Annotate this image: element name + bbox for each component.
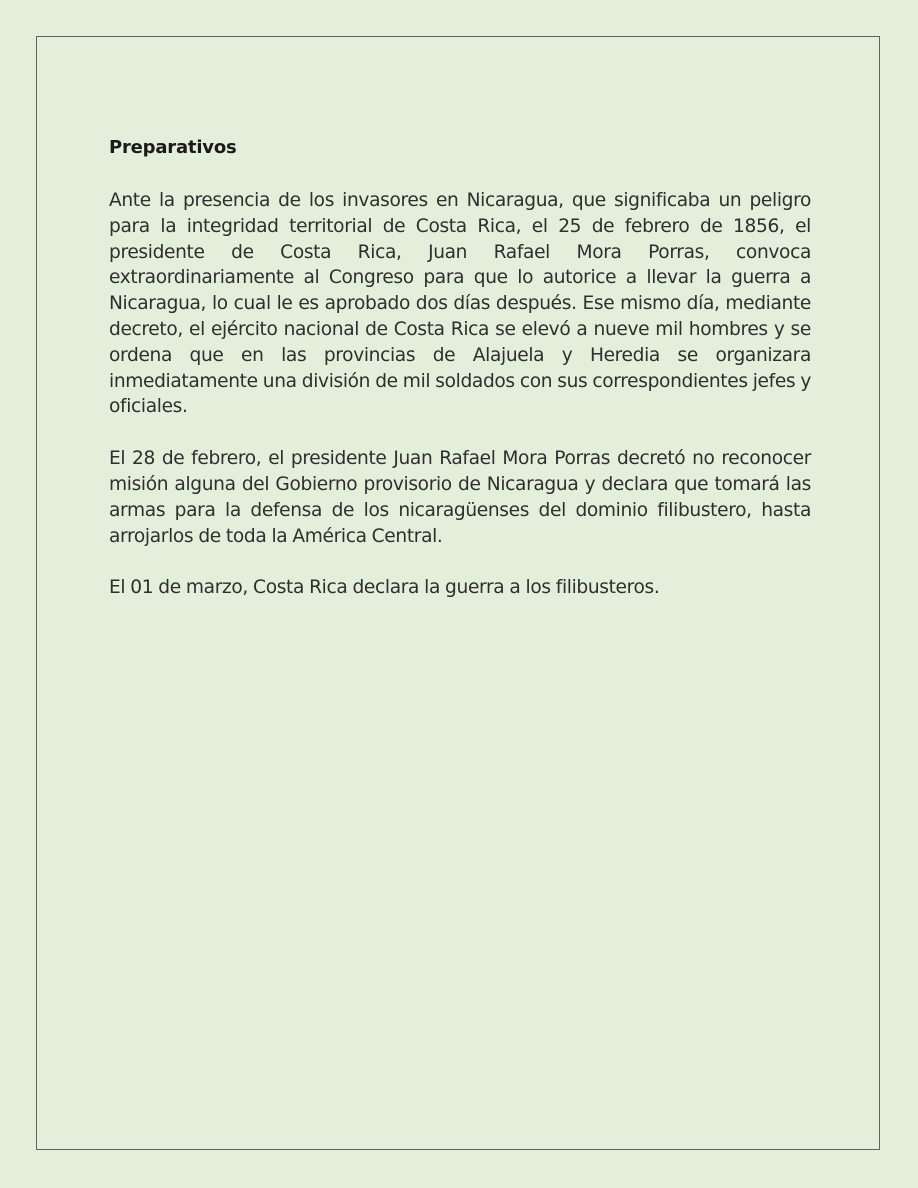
section-heading: Preparativos: [109, 137, 237, 158]
paragraph-preparations: Ante la presencia de los invasores en Nicaragua, que significaba un peligro para la integridad territorial de Costa Rica, el 25 de febrero de 1856, el presidente de Costa Rica, Juan Rafael Mora Porras, convoca extraordinariamente al Congreso para que lo autorice a llevar la guerra a Nicaragua, lo cual le es aprobado dos días después. Ese mismo día, mediante decreto, el ejército nacional de Costa Rica se elevó a nueve mil hombres y se ordena que en las provincias de Alajuela y Heredia se organizara inmediatamente una división de mil soldados con sus correspondientes jefes y oficiales.: [109, 190, 811, 418]
paragraph-declaration: El 01 de marzo, Costa Rica declara la guerra a los filibusteros.: [109, 577, 660, 599]
document-content: [109, 135, 811, 627]
paragraph-decree: El 28 de febrero, el presidente Juan Rafael Mora Porras decretó no reconocer misión alguna del Gobierno provisorio de Nicaragua y declara que tomará las armas para la defensa de los nicaragüenses del dominio filibustero, hasta arrojarlos de toda la América Central.: [109, 448, 811, 547]
document-page: [36, 36, 880, 1150]
